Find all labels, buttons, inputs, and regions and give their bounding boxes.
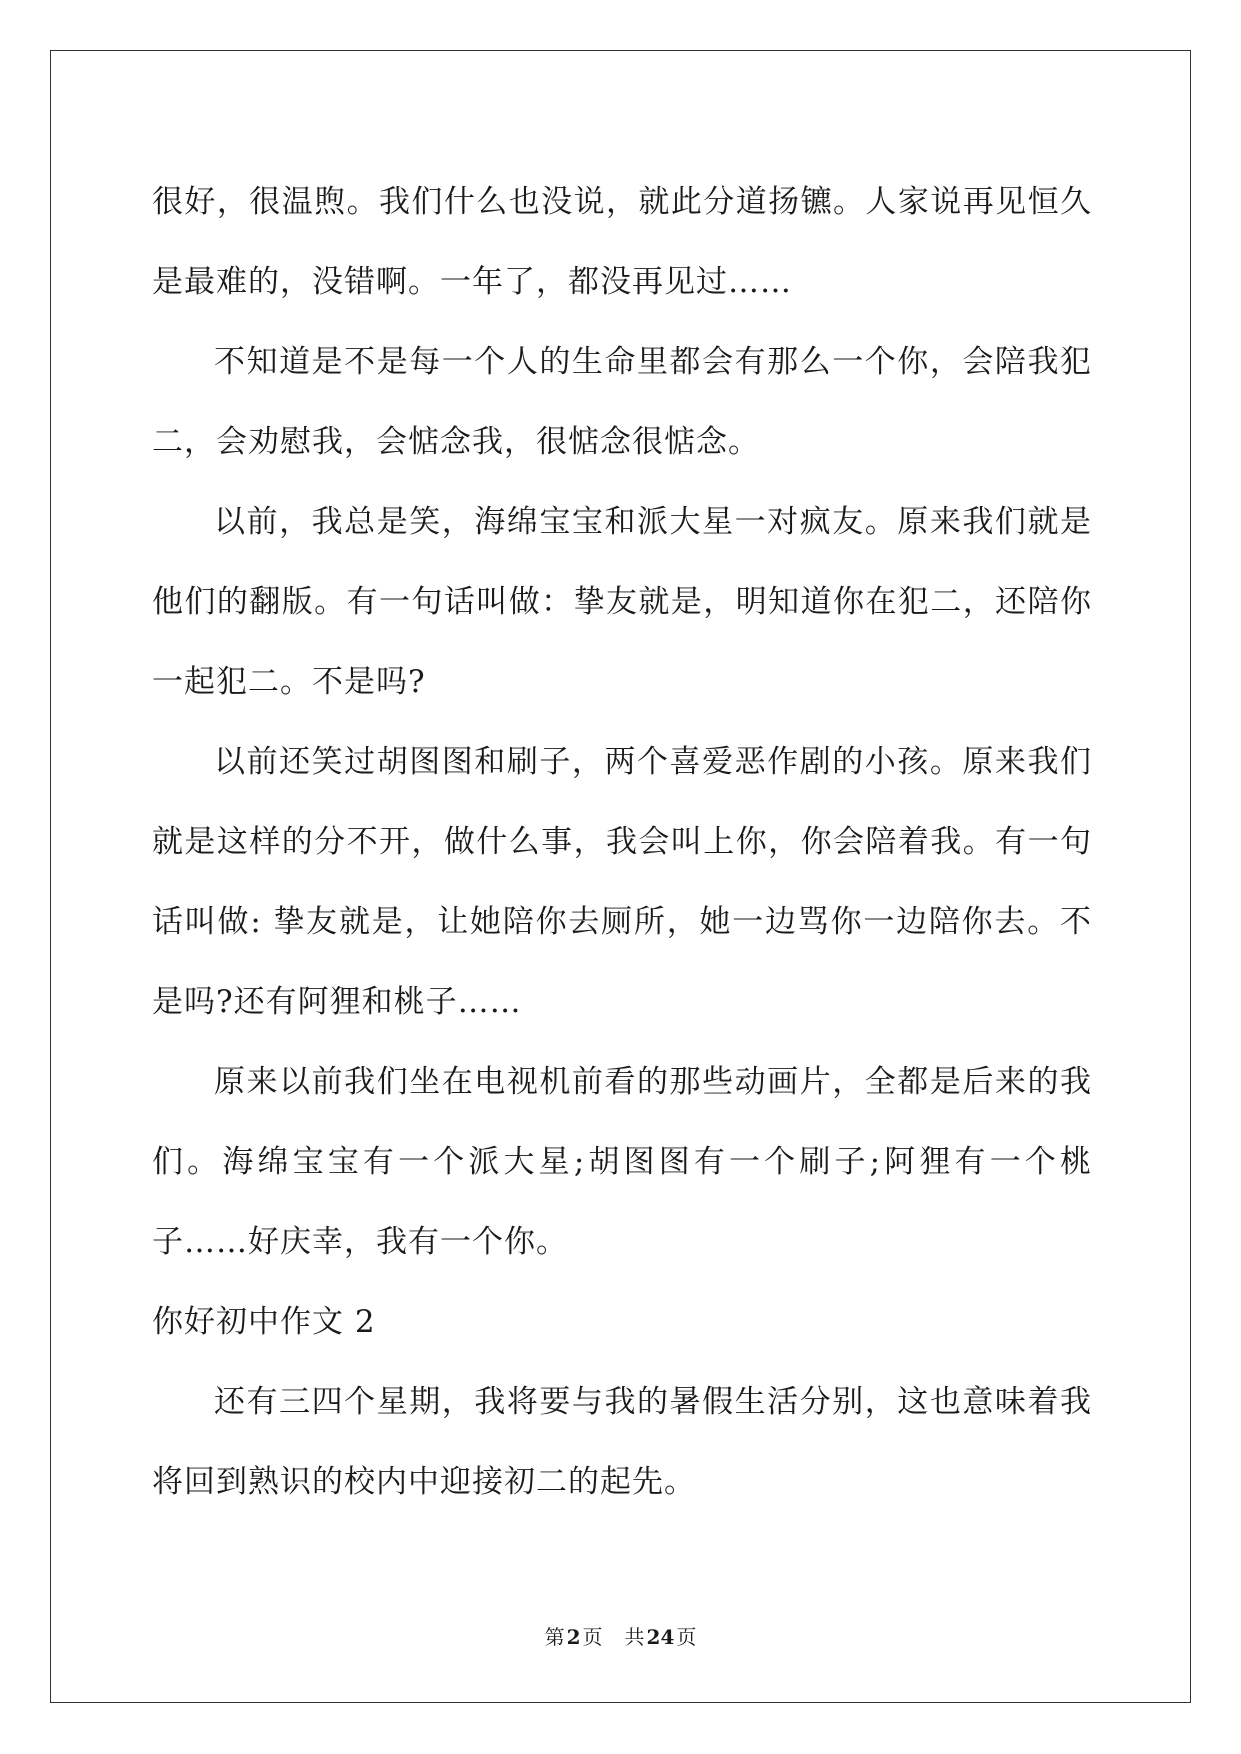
paragraph-3: 以前，我总是笑，海绵宝宝和派大星一对疯友。原来我们就是他们的翻版。有一句话叫做：挚友就是，明知道你在犯二，还陪你一起犯二。不是吗? bbox=[152, 504, 1092, 700]
paragraph-4: 以前还笑过胡图图和刷子，两个喜爱恶作剧的小孩。原来我们就是这样的分不开，做什么事，我会叫上你，你会陪着我。有一句话叫做: 挚友就是，让她陪你去厕所，她一边骂你一边陪你去。不是吗?还有阿狸和桃子…… bbox=[152, 744, 1092, 1020]
paragraph-2: 不知道是不是每一个人的生命里都会有那么一个你，会陪我犯二，会劝慰我，会惦念我，很惦念很惦念。 bbox=[152, 344, 1092, 460]
page-footer bbox=[0, 1624, 1241, 1650]
footer-total-pages: 24 bbox=[646, 1625, 675, 1649]
paragraph-1: 很好，很温煦。我们什么也没说，就此分道扬镳。人家说再见恒久是最难的，没错啊。一年了，都没再见过…… bbox=[152, 184, 1092, 300]
footer-page-suffix: 页 bbox=[582, 1625, 603, 1649]
footer-page-number: 2 bbox=[566, 1625, 581, 1649]
paragraph-5: 原来以前我们坐在电视机前看的那些动画片，全都是后来的我们。海绵宝宝有一个派大星;胡图图有一个刷子;阿狸有一个桃子……好庆幸，我有一个你。 bbox=[152, 1064, 1092, 1260]
footer-total-prefix: 共 bbox=[624, 1625, 645, 1649]
footer-prefix: 第 bbox=[544, 1625, 565, 1649]
footer-total-suffix: 页 bbox=[676, 1625, 697, 1649]
section-paragraph-1: 还有三四个星期，我将要与我的暑假生活分别，这也意味着我将回到熟识的校内中迎接初二的起先。 bbox=[152, 1384, 1092, 1500]
section-title: 你好初中作文 2 bbox=[152, 1304, 376, 1340]
document-body bbox=[152, 162, 1092, 1522]
